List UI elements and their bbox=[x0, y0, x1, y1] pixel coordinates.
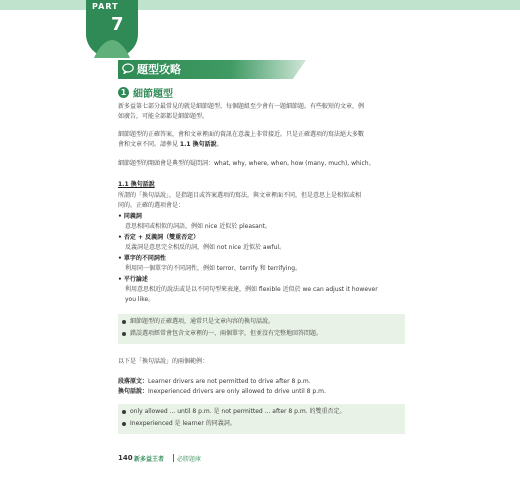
note-2-text: only allowed ... until 8 p.m. 是 not permitted ... after 8 p.m. 的雙重否定。 bbox=[130, 408, 346, 415]
example-paraphrase-label: 換句話說： bbox=[118, 388, 149, 395]
chapter-name: 必勝題庫 bbox=[177, 456, 202, 463]
note-1-item bbox=[122, 318, 274, 326]
bullet-icon bbox=[122, 332, 126, 336]
example-paraphrase-text: Inexperienced drivers are only allowed to drive until 8 p.m. bbox=[148, 388, 326, 395]
section-1-1-heading: 1.1 換句話說 bbox=[118, 181, 155, 188]
section-1-1-intro-line-2: 同的。正確的選項會是： bbox=[118, 202, 185, 209]
list-item-title: • 同義詞 bbox=[118, 213, 142, 220]
note-2-text: Inexperienced 是 learner 的同義詞。 bbox=[130, 420, 236, 427]
top-color-bar bbox=[0, 0, 520, 10]
example-original-text: Learner drivers are not permitted to drive after 8 p.m. bbox=[148, 378, 311, 385]
list-item-desc: 意思相同或相似的詞語，例如 nice 近似於 pleasant。 bbox=[125, 223, 271, 230]
paragraph-2-line-1: 細節題型的正確答案，會和文章裡面的資訊在意義上非常接近。只是正確選項的寫法絕大多數 bbox=[118, 131, 365, 138]
bullet-icon bbox=[122, 320, 126, 324]
part-number: 7 bbox=[111, 14, 124, 35]
example-original-label: 段落原文： bbox=[118, 378, 149, 385]
example-paraphrase bbox=[118, 388, 326, 396]
note-2-item bbox=[122, 420, 236, 428]
note-1-item bbox=[122, 330, 322, 338]
subsection-number: 1 bbox=[118, 87, 129, 98]
paragraph-1-line-1: 新多益第七部分最常見的就是細節題型。每個題組至少會有一題細節題。有些較短的文章，例 bbox=[118, 103, 365, 110]
list-item-desc: 利用同一個單字的不同詞性，例如 terror、terrify 和 terrifying。 bbox=[125, 265, 302, 272]
example-intro: 以下是「換句話說」的兩個範例： bbox=[118, 358, 209, 365]
chat-bubble-icon bbox=[122, 63, 134, 74]
bullet-icon bbox=[122, 422, 126, 426]
note-1-text: 錯誤選項經常會包含文章裡的一、兩個單字，但並沒有完整地回答問題。 bbox=[130, 330, 323, 337]
bullet-icon bbox=[122, 410, 126, 414]
list-item-desc: 反義詞是意思完全相反的詞，例如 not nice 近似於 awful。 bbox=[125, 244, 286, 251]
book-title: 新多益王者 bbox=[134, 456, 165, 463]
footer-divider bbox=[173, 454, 174, 462]
subsection-title: 細節題型 bbox=[133, 89, 173, 100]
paragraph-2-line-2 bbox=[118, 141, 223, 149]
note-1-text: 細節題型的正確選項，通常只是文章內容的換句話說。 bbox=[130, 318, 275, 325]
paragraph-2-reference: 1.1 換句話說 bbox=[179, 141, 217, 148]
paragraph-2-end: 。 bbox=[216, 141, 223, 148]
paragraph-1-line-2: 如廣告，可能全部都是細節題型。 bbox=[118, 113, 209, 120]
paragraph-3: 細節題型的開頭會是典型的疑問詞：what, why, where, when, how (many, much), which。 bbox=[118, 160, 375, 167]
list-item-title: • 平行論述 bbox=[118, 276, 148, 283]
example-original bbox=[118, 378, 311, 386]
list-item-desc: 利用意思相近的說法或是以不同句型來表達，例如 flexible 近似於 we can adjust it however bbox=[125, 286, 378, 293]
part-label: PART bbox=[92, 2, 119, 11]
section-title: 題型攻略 bbox=[137, 63, 181, 76]
page-number: 140 bbox=[118, 454, 133, 462]
list-item-title: • 單字的不同詞性 bbox=[118, 255, 166, 262]
section-1-1-intro-line-1: 所謂的「換句話說」，是指題目或答案選項的寫法，與文章裡面不同，但是意思上是相似或相 bbox=[118, 192, 362, 199]
list-item-title: • 否定 + 反義詞（雙重否定） bbox=[118, 234, 200, 241]
list-item-desc-continued: you like。 bbox=[125, 296, 155, 303]
paragraph-2-text: 會和文章不同。請參見 bbox=[118, 141, 180, 148]
note-2-item bbox=[122, 408, 345, 416]
